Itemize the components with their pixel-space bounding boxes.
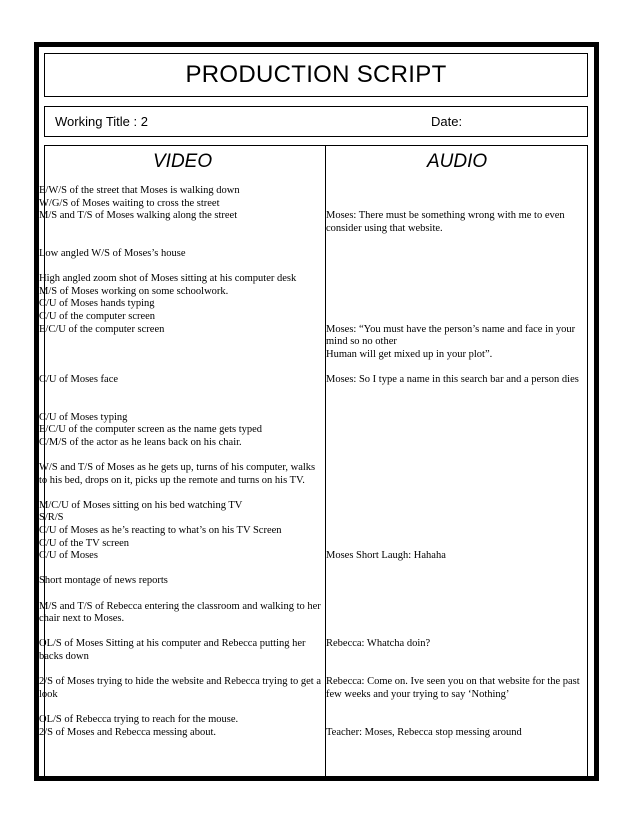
- video-line: look: [39, 688, 58, 700]
- audio-line: [326, 286, 588, 299]
- video-line: 2/S of Moses and Rebecca messing about.: [39, 726, 217, 738]
- video-line: [39, 664, 329, 677]
- video-line: Low angled W/S of Moses’s house: [39, 247, 186, 259]
- audio-line: [326, 563, 588, 576]
- video-line: C/U of the computer screen: [39, 310, 156, 322]
- video-line: to his bed, drops on it, picks up the remote and turns on his TV.: [39, 474, 305, 486]
- audio-line: [326, 462, 588, 475]
- audio-line: Teacher: Moses, Rebecca stop messing around: [326, 726, 522, 738]
- audio-line: [326, 298, 588, 311]
- audio-line: Rebecca: Come on. Ive seen you on that website for the past: [326, 676, 580, 688]
- audio-line: [326, 487, 588, 500]
- video-line: [39, 588, 329, 601]
- audio-line: [326, 412, 588, 425]
- audio-line: [326, 248, 588, 261]
- video-line: High angled zoom shot of Moses sitting at his computer desk: [39, 273, 297, 285]
- video-line: E/C/U of the computer screen as the name gets typed: [39, 424, 263, 436]
- audio-line: [326, 361, 588, 374]
- audio-line: [326, 424, 588, 437]
- script-table: [39, 145, 588, 777]
- audio-line: [326, 261, 588, 274]
- video-line: C/U of Moses: [39, 550, 98, 562]
- video-line: [39, 487, 329, 500]
- audio-line: mind so no other: [326, 336, 397, 348]
- audio-line: [326, 651, 588, 664]
- audio-line: [326, 525, 588, 538]
- video-line: chair next to Moses.: [39, 613, 125, 625]
- video-line: C/M/S of the actor as he leans back on his chair.: [39, 436, 242, 448]
- video-line: backs down: [39, 650, 89, 662]
- video-line: [39, 349, 329, 362]
- video-line: OL/S of Rebecca trying to reach for the mouse.: [39, 713, 239, 725]
- video-line: [39, 261, 329, 274]
- video-line: [39, 387, 329, 400]
- video-column-header: VIDEO: [153, 151, 213, 172]
- video-line: S/R/S: [39, 512, 64, 524]
- video-line: M/S and T/S of Rebecca entering the classroom and walking to her: [39, 600, 321, 612]
- video-line: W/S and T/S of Moses as he gets up, turns of his computer, walks: [39, 462, 316, 474]
- audio-line: Moses: “You must have the person’s name and face in your: [326, 323, 576, 335]
- audio-line: [326, 198, 588, 211]
- date-label: Date:: [431, 114, 463, 129]
- video-line: E/C/U of the computer screen: [39, 323, 165, 335]
- script-frame: [34, 42, 599, 781]
- video-line: [39, 626, 329, 639]
- video-line: C/U of Moses face: [39, 373, 119, 385]
- video-line: M/S of Moses working on some schoolwork.: [39, 285, 229, 297]
- video-line: 2/S of Moses trying to hide the website and Rebecca trying to get a: [39, 676, 321, 688]
- audio-line: [326, 664, 588, 677]
- video-line: C/U of Moses as he’s reacting to what’s on his TV Screen: [39, 525, 282, 537]
- audio-line: [326, 449, 588, 462]
- audio-line: [326, 538, 588, 551]
- audio-column-header: AUDIO: [427, 151, 488, 172]
- video-line: W/G/S of Moses waiting to cross the street: [39, 197, 220, 209]
- audio-line: [326, 437, 588, 450]
- video-line: [39, 449, 329, 462]
- video-line: [39, 563, 329, 576]
- video-line: [39, 399, 329, 412]
- audio-column: [326, 185, 588, 739]
- video-line: [39, 235, 329, 248]
- audio-line: [326, 714, 588, 727]
- audio-line: [326, 235, 588, 248]
- video-line: [39, 223, 329, 236]
- video-line: [39, 701, 329, 714]
- video-line: [39, 336, 329, 349]
- video-column: [39, 185, 329, 739]
- title-box: [44, 53, 588, 97]
- audio-line: [326, 512, 588, 525]
- audio-line: [326, 475, 588, 488]
- audio-line: [326, 387, 588, 400]
- audio-line: [326, 273, 588, 286]
- audio-line: Moses: There must be something wrong with me to even: [326, 210, 565, 222]
- working-title: Working Title : 2: [55, 114, 148, 129]
- audio-line: few weeks and your trying to say ‘Nothing’: [326, 688, 510, 700]
- audio-line: [326, 500, 588, 513]
- video-line: Short montage of news reports: [39, 575, 168, 587]
- video-line: [39, 361, 329, 374]
- audio-line: Rebecca: Whatcha doin?: [326, 638, 431, 650]
- audio-line: [326, 588, 588, 601]
- audio-line: Moses: So I type a name in this search bar and a person dies: [326, 373, 579, 385]
- audio-line: [326, 575, 588, 588]
- audio-line: [326, 185, 588, 198]
- info-box: [44, 106, 588, 137]
- audio-line: [326, 626, 588, 639]
- audio-line: Human will get mixed up in your plot”.: [326, 348, 493, 360]
- audio-line: [326, 613, 588, 626]
- video-line: C/U of Moses typing: [39, 411, 128, 423]
- audio-line: [326, 601, 588, 614]
- video-line: C/U of Moses hands typing: [39, 298, 155, 310]
- audio-line: consider using that website.: [326, 222, 443, 234]
- audio-line: [326, 701, 588, 714]
- video-line: OL/S of Moses Sitting at his computer and Rebecca putting her: [39, 638, 306, 650]
- audio-line: Moses Short Laugh: Hahaha: [326, 550, 446, 562]
- video-line: E/W/S of the street that Moses is walking down: [39, 185, 240, 196]
- audio-line: [326, 311, 588, 324]
- document-title: PRODUCTION SCRIPT: [185, 61, 447, 88]
- video-line: M/C/U of Moses sitting on his bed watching TV: [39, 499, 243, 511]
- video-line: C/U of the TV screen: [39, 537, 130, 549]
- video-line: M/S and T/S of Moses walking along the street: [39, 210, 238, 222]
- audio-line: [326, 399, 588, 412]
